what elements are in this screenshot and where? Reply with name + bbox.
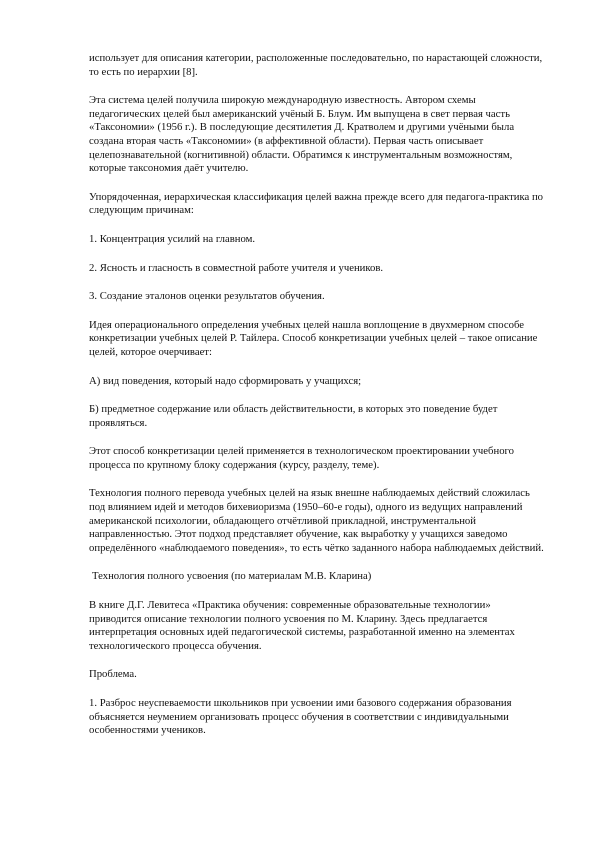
paragraph-levites-book: В книге Д.Г. Левитеса «Практика обучения: современные образовательные технологии» приводится описание технологии полного усвоения по М. Кларину. Здесь предлагается интерпретация основных идей педагогической системы, разработанной именно на элементах технологического процесса обучения. [89,599,515,652]
list-item-reason-2: 2. Ясность и гласность в совместной работе учителя и учеников. [89,261,384,274]
paragraph-bloom-system: Эта система целей получила широкую международную известность. Автором схемы педагогических целей был американский учёный Б. Блум. Им выпущена в свет первая часть «Таксономии» (1956 г.). В последующие десятилетия Д. Кратволем и другими учёными была создана вторая часть «Таксономии» (в аффективной области). Первая часть описывает целепознавательной (когнитивной) области. Обратимся к инструментальным возможностям, которые таксономия даёт учителю. [89,94,515,175]
document-body [89,52,544,753]
list-item-reason-3: 3. Создание эталонов оценки результатов обучения. [89,290,325,303]
paragraph-classification-reasons: Упорядоченная, иерархическая классификация целей важна прежде всего для педагога-практика по следующим причинам: [89,190,544,217]
list-item-problem-1: 1. Разброс неуспеваемости школьников при усвоении ими базового содержания образования объясняется неумением организовать процесс обучения в соответствии с индивидуальными особенностями учеников. [89,697,512,737]
list-item-behavior-type: А) вид поведения, который надо сформировать у учащихся; [89,374,362,387]
paragraph-problem-label: Проблема. [89,668,137,681]
paragraph-behaviorism: Технология полного перевода учебных целей на язык внешне наблюдаемых действий сложилась под влиянием идей и методов бихевиоризма (1950–60-е годы), одного из ведущих направлений американской психологии, обладающего отчётливой прикладной, инструментальной направленностью. Этот подход представляет обучение, как выработку у учащихся заведомо определённого «наблюдаемого поведения», то есть чётко заданного набора наблюдаемых действий. [89,487,544,554]
section-heading-mastery-learning: Технология полного усвоения (по материалам М.В. Кларина) [92,570,372,583]
paragraph-taxonomy-intro: использует для описания категории, расположенные последовательно, по нарастающей сложности, то есть по иерархии [8]. [89,52,543,78]
list-item-subject-content: Б) предметное содержание или область действительности, в которых это поведение будет проявляться. [89,403,498,429]
list-item-reason-1: 1. Концентрация усилий на главном. [89,232,256,245]
paragraph-tyler-method: Идея операционального определения учебных целей нашла воплощение в двухмерном способе конкретизации учебных целей Р. Тайлера. Способ конкретизации учебных целей – такое описание целей, которое очерчивает: [89,318,538,358]
paragraph-method-application: Этот способ конкретизации целей применяется в технологическом проектировании учебного процесса по крупному блоку содержания (курсу, разделу, теме). [89,445,515,471]
